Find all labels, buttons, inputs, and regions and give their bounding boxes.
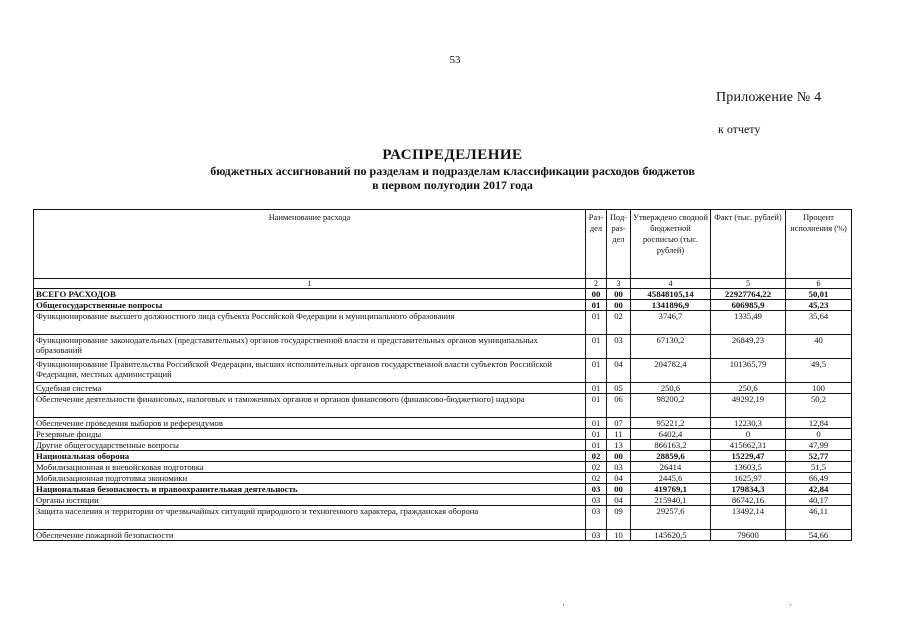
- row-section: 03: [586, 484, 607, 495]
- row-actual: 101365,79: [711, 359, 786, 383]
- to-report-label: к отчету: [718, 122, 761, 136]
- header-section: Раз-дел: [586, 210, 607, 279]
- row-percent: 47,99: [786, 440, 852, 451]
- row-actual: 13603,5: [711, 462, 786, 473]
- row-subsection: 13: [607, 440, 631, 451]
- scan-dot-mark: ·: [562, 600, 565, 610]
- row-subsection: 04: [607, 495, 631, 506]
- table-row: [34, 300, 852, 311]
- table-row: [34, 462, 852, 473]
- row-section: 02: [586, 473, 607, 484]
- row-approved: 26414: [631, 462, 711, 473]
- page-number: 53: [449, 54, 461, 66]
- row-subsection: 05: [607, 383, 631, 394]
- row-section: 01: [586, 429, 607, 440]
- row-approved: 2445,6: [631, 473, 711, 484]
- row-actual: 15229,47: [711, 451, 786, 462]
- row-percent: 46,11: [786, 506, 852, 530]
- row-actual: 22927764,22: [711, 289, 786, 300]
- row-approved: 145620,5: [631, 530, 711, 541]
- row-approved: 6402,4: [631, 429, 711, 440]
- table-row: [34, 530, 852, 541]
- row-section: 01: [586, 311, 607, 335]
- row-percent: 66,49: [786, 473, 852, 484]
- row-actual: 1335,49: [711, 311, 786, 335]
- document-subtitle-line2: в первом полугодии 2017 года: [372, 178, 533, 192]
- row-actual: 86742,16: [711, 495, 786, 506]
- table-row: [34, 495, 852, 506]
- row-approved: 204782,4: [631, 359, 711, 383]
- table-row: [34, 335, 852, 359]
- row-subsection: 00: [607, 289, 631, 300]
- header-subsection: Под-раз-дел: [607, 210, 631, 279]
- row-approved: 28859,6: [631, 451, 711, 462]
- header-name: Наименование расхода: [34, 210, 586, 279]
- budget-table: [33, 209, 852, 541]
- row-percent: 12,84: [786, 418, 852, 429]
- column-number: 5: [711, 279, 786, 289]
- table-row: [34, 473, 852, 484]
- row-subsection: 09: [607, 506, 631, 530]
- row-subsection: 11: [607, 429, 631, 440]
- table-row: [34, 484, 852, 495]
- header-actual: Факт (тыс. рублей): [711, 210, 786, 279]
- row-subsection: 04: [607, 359, 631, 383]
- row-subsection: 06: [607, 394, 631, 418]
- table-row: [34, 289, 852, 300]
- table-row: [34, 418, 852, 429]
- row-section: 01: [586, 440, 607, 451]
- row-percent: 52,77: [786, 451, 852, 462]
- row-actual: 13492,14: [711, 506, 786, 530]
- table-row: [34, 451, 852, 462]
- row-percent: 45,23: [786, 300, 852, 311]
- row-percent: 40: [786, 335, 852, 359]
- row-name: Функционирование Правительства Российской Федерации, высших исполнительных органов государственной власти субъектов Российской Федерации, местных администраций: [34, 359, 586, 383]
- row-section: 01: [586, 335, 607, 359]
- row-approved: 45848105,14: [631, 289, 711, 300]
- header-approved: Утверждено сводной бюджетной росписью (тыс. рублей): [631, 210, 711, 279]
- row-actual: 79600: [711, 530, 786, 541]
- row-percent: 50,2: [786, 394, 852, 418]
- row-percent: 0: [786, 429, 852, 440]
- row-approved: 419769,1: [631, 484, 711, 495]
- row-percent: 100: [786, 383, 852, 394]
- scan-dot-mark: ·: [789, 600, 792, 610]
- row-approved: 3746,7: [631, 311, 711, 335]
- row-section: 00: [586, 289, 607, 300]
- column-number-row: [34, 279, 852, 289]
- row-actual: 0: [711, 429, 786, 440]
- row-name: Мобилизационная подготовка экономики: [34, 473, 586, 484]
- row-name: Защита населения и территории от чрезвычайных ситуаций природного и техногенного характера, гражданская оборона: [34, 506, 586, 530]
- table-header-row: [34, 210, 852, 279]
- row-actual: 12230,3: [711, 418, 786, 429]
- row-section: 01: [586, 300, 607, 311]
- row-actual: 49292,19: [711, 394, 786, 418]
- row-section: 02: [586, 451, 607, 462]
- row-percent: 40,17: [786, 495, 852, 506]
- table-row: [34, 311, 852, 335]
- row-section: 01: [586, 359, 607, 383]
- appendix-label: Приложение № 4: [716, 90, 822, 105]
- row-name: Национальная безопасность и правоохранительная деятельность: [34, 484, 586, 495]
- row-percent: 42,84: [786, 484, 852, 495]
- row-section: 03: [586, 530, 607, 541]
- column-number: 3: [607, 279, 631, 289]
- column-number: 1: [34, 279, 586, 289]
- row-subsection: 00: [607, 300, 631, 311]
- row-subsection: 00: [607, 451, 631, 462]
- table-row: [34, 440, 852, 451]
- table-row: [34, 394, 852, 418]
- row-approved: 866163,2: [631, 440, 711, 451]
- row-actual: 606985,9: [711, 300, 786, 311]
- row-subsection: 04: [607, 473, 631, 484]
- row-actual: 1625,97: [711, 473, 786, 484]
- row-section: 03: [586, 495, 607, 506]
- column-number: 6: [786, 279, 852, 289]
- row-percent: 35,64: [786, 311, 852, 335]
- row-name: Обеспечение деятельности финансовых, налоговых и таможенных органов и органов финансового (финансово-бюджетного) надзора: [34, 394, 586, 418]
- row-approved: 67130,2: [631, 335, 711, 359]
- row-actual: 179834,3: [711, 484, 786, 495]
- row-subsection: 02: [607, 311, 631, 335]
- row-name: ВСЕГО РАСХОДОВ: [34, 289, 586, 300]
- row-subsection: 07: [607, 418, 631, 429]
- row-actual: 26849,23: [711, 335, 786, 359]
- row-name: Органы юстиции: [34, 495, 586, 506]
- row-percent: 50,01: [786, 289, 852, 300]
- row-actual: 250,6: [711, 383, 786, 394]
- row-section: 01: [586, 394, 607, 418]
- row-percent: 49,5: [786, 359, 852, 383]
- row-approved: 250,6: [631, 383, 711, 394]
- row-actual: 415662,31: [711, 440, 786, 451]
- row-approved: 1341896,9: [631, 300, 711, 311]
- row-section: 03: [586, 506, 607, 530]
- row-subsection: 03: [607, 462, 631, 473]
- table-row: [34, 359, 852, 383]
- document-subtitle-line1: бюджетных ассигнований по разделам и подразделам классификации расходов бюджетов: [210, 164, 695, 178]
- document-title: РАСПРЕДЕЛЕНИЕ: [382, 147, 523, 163]
- row-name: Обеспечение пожарной безопасности: [34, 530, 586, 541]
- row-name: Национальная оборона: [34, 451, 586, 462]
- row-section: 02: [586, 462, 607, 473]
- row-percent: 54,66: [786, 530, 852, 541]
- column-number: 4: [631, 279, 711, 289]
- row-name: Судебная система: [34, 383, 586, 394]
- row-approved: 98200,2: [631, 394, 711, 418]
- row-section: 01: [586, 383, 607, 394]
- row-subsection: 00: [607, 484, 631, 495]
- row-approved: 29257,6: [631, 506, 711, 530]
- column-number: 2: [586, 279, 607, 289]
- row-subsection: 03: [607, 335, 631, 359]
- row-name: Мобилизационная и вневойсковая подготовка: [34, 462, 586, 473]
- row-approved: 215940,1: [631, 495, 711, 506]
- row-approved: 95221,2: [631, 418, 711, 429]
- row-name: Обеспечение проведения выборов и референдумов: [34, 418, 586, 429]
- row-percent: 51,5: [786, 462, 852, 473]
- table-row: [34, 429, 852, 440]
- table-row: [34, 506, 852, 530]
- row-name: Резервные фонды: [34, 429, 586, 440]
- table-row: [34, 383, 852, 394]
- row-name: Другие общегосударственные вопросы: [34, 440, 586, 451]
- header-percent: Процент исполнения (%): [786, 210, 852, 279]
- row-name: Функционирование законодательных (представительных) органов государственной власти и представительных органов муниципальных образований: [34, 335, 586, 359]
- row-name: Общегосударственные вопросы: [34, 300, 586, 311]
- row-name: Функционирование высшего должностного лица субъекта Российской Федерации и муниципального образования: [34, 311, 586, 335]
- row-subsection: 10: [607, 530, 631, 541]
- row-section: 01: [586, 418, 607, 429]
